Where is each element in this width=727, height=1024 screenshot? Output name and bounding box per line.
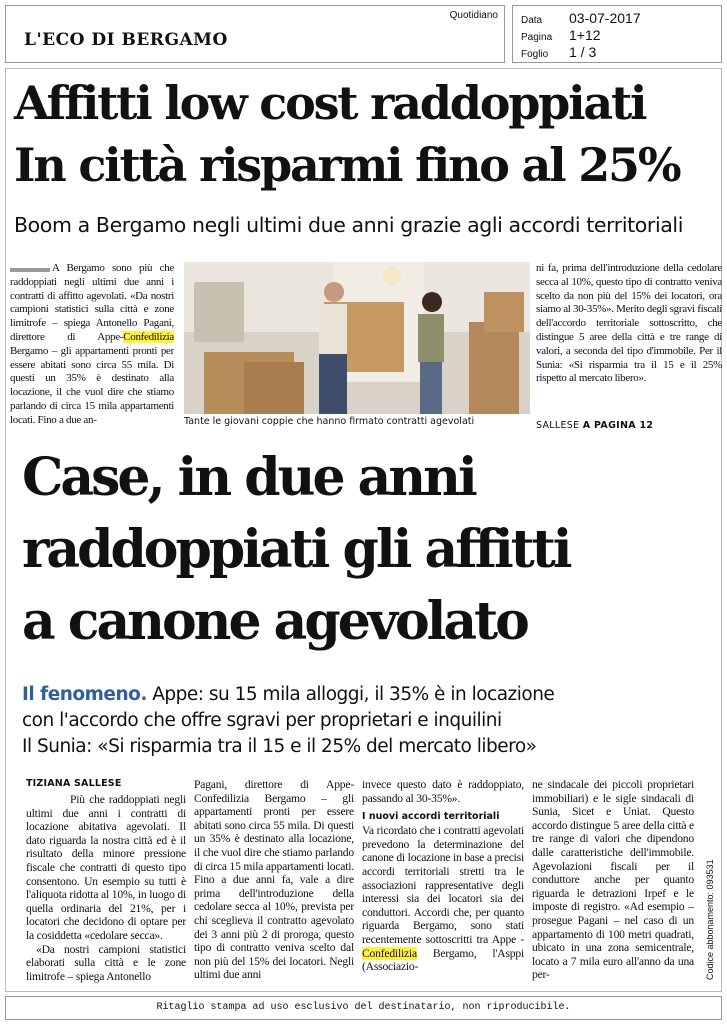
page-row bbox=[521, 27, 601, 43]
reproduction-notice: Ritaglio stampa ad uso esclusivo del destinatario, non riproducibile. bbox=[5, 996, 722, 1020]
top-headline-line-2: In città risparmi fino al 25% bbox=[14, 138, 680, 192]
main-headline-line-3: a canone agevolato bbox=[22, 591, 527, 652]
paragraph: Pagani, direttore di Appe-Confedilizia Bergamo – gli appartamenti pronti per essere abitati sono circa 55 mila. Di questi un 35% è destinato alla locazione, il che vuol dire che stiamo parlando di circa 15 mila appartamenti locati. Fino a due anni fa, vale a dire prima dell'introduzione della cedolare secca al 10%, prevista per chi sceglieva il contratto agevolato dei 3 anni più 2 di proroga, questo tipo di contratto veniva scelto dal non più del 15% dei locatori. Negli ultimi due anni bbox=[194, 778, 354, 982]
page-reference bbox=[536, 420, 653, 431]
main-headline-line-1: Case, in due anni bbox=[22, 447, 475, 508]
deck-line-3: Il Sunia: «Si risparmia tra il 15 e il 25% del mercato libero» bbox=[22, 736, 537, 757]
sheet-label: Foglio bbox=[521, 49, 549, 60]
top-story-paragraph bbox=[10, 262, 174, 428]
main-story-column-1 bbox=[26, 778, 186, 990]
deck-line-2: con l'accordo che offre sgravi per proprietari e inquilini bbox=[22, 710, 502, 731]
top-story-column-1 bbox=[10, 262, 174, 432]
top-story-continuation: ni fa, prima dell'introduzione della cedolare secca al 10%, questo tipo di contratto veniva scelto da non più del 15% dei locatori, ora siamo al 30-35%». Merito degli sgravi fiscali dell'accordo territoriale sottoscritto, che distingue 5 aree della città e tre range di valori, a seconda del tipo d'immobile. Per il Sunia: «Si risparmia tra il 15 e il 25% rispetto al mercato libero». bbox=[536, 262, 722, 385]
byline: TIZIANA SALLESE bbox=[26, 778, 122, 789]
main-story-column-4 bbox=[532, 778, 694, 990]
top-story-column-3 bbox=[536, 262, 722, 422]
publication-type: Quotidiano bbox=[449, 10, 498, 21]
date-label: Data bbox=[521, 15, 543, 26]
sheet-value: 1 / 3 bbox=[569, 44, 597, 60]
main-story-column-3 bbox=[362, 778, 524, 990]
paragraph: ne sindacale dei piccoli proprietari immobiliari) e le sigle sindacali di Sunia, Sicet e Uniat. Questo accordo distingue 5 aree della città e tre range di valori che dipendono dalle caratteristiche dell'immobile. Agevolazioni fiscali per il conduttore anche per quanto riguarda le detrazioni Irpef e le imposte di registro. «Ad esempio – prosegue Pagani – nel caso di un appartamento di 100 metri quadrati, ubicato in una zona semicentrale, locato a 7 mila euro all'anno da una per- bbox=[532, 778, 694, 982]
main-headline-line-2: raddoppiati gli affitti bbox=[22, 519, 570, 580]
date-value: 03-07-2017 bbox=[569, 10, 641, 26]
paragraph: invece questo dato è raddoppiato, passando al 30-35%». bbox=[362, 778, 524, 805]
text-run: Va ricordato che i contratti agevolati prevedono la determinazione del canone di locazione in base a precisi accordi territoriali stretti tra le associazioni rappresentative degli interessi sia dei locatori sia dei conduttori. Accordi che, per quanto riguarda Bergamo, sono stati recentemente sottoscritti tra Appe - bbox=[362, 824, 524, 946]
paragraph bbox=[362, 824, 524, 974]
section-subhead: I nuovi accordi territoriali bbox=[362, 811, 500, 823]
subscription-code: Codice abbonamento: 093531 bbox=[705, 859, 715, 980]
sheet-row bbox=[521, 44, 596, 60]
newspaper-name: L'ECO DI BERGAMO bbox=[24, 30, 228, 50]
reference-page-link: A PAGINA 12 bbox=[582, 420, 654, 431]
date-row bbox=[521, 10, 641, 26]
couple-moving-photo bbox=[184, 262, 530, 414]
clipping-metadata-box bbox=[512, 5, 722, 63]
paragraph: «Da nostri campioni statistici elaborati sulla città e le zone limitrofe – spiega Antonello bbox=[26, 942, 186, 983]
deck-text: Appe: su 15 mila alloggi, il 35% è in locazione bbox=[146, 684, 555, 705]
kicker: Il fenomeno. bbox=[22, 684, 147, 705]
top-subheadline: Boom a Bergamo negli ultimi due anni grazie agli accordi territoriali bbox=[14, 213, 683, 237]
photo-caption: Tante le giovani coppie che hanno firmato contratti agevolati bbox=[184, 416, 475, 427]
masthead-box bbox=[5, 5, 505, 63]
text-run: A Bergamo sono più che raddoppiati negli ultimi due anni i contratti di affitto agevolati. «Da nostri campioni statistici sulla città e zone limitrofe – spiega Antonello Pagani, direttore di Appe- bbox=[10, 262, 174, 343]
page-label: Pagina bbox=[521, 32, 553, 43]
text-run: Bergamo, l'Asppi (Associazio- bbox=[362, 946, 524, 974]
highlighted-term: Confedilizia bbox=[362, 946, 417, 960]
photo-illustration bbox=[184, 262, 530, 414]
top-headline-line-1: Affitti low cost raddoppiati bbox=[14, 76, 646, 130]
page-value: 1+12 bbox=[569, 27, 601, 43]
paragraph: Più che raddoppiati negli ultimi due anni i contratti di locazione abitativa agevolati. Il dato riguarda la nostra città ed è il risultato della minore pressione fiscale che contratti di questo tipo consentono. Un esempio su tutti è l'aliquota ridotta al 10%, in luogo di quella ordinaria del 21%, per i locatori che decidono di optare per la cosiddetta «cedolare secca». bbox=[26, 793, 186, 942]
highlighted-term: Confedilizia bbox=[123, 330, 174, 343]
main-story-column-2 bbox=[194, 778, 354, 990]
reference-author: SALLESE bbox=[536, 420, 580, 431]
text-run: Bergamo – gli appartamenti pronti per essere abitati sono circa 55 mila. Di questi un 35% è destinato alla locazione, il che vuol dire che stiamo parlando di circa 15 mila appartamenti locati. Fino a due an- bbox=[10, 344, 174, 426]
deck-line-1 bbox=[22, 686, 554, 705]
